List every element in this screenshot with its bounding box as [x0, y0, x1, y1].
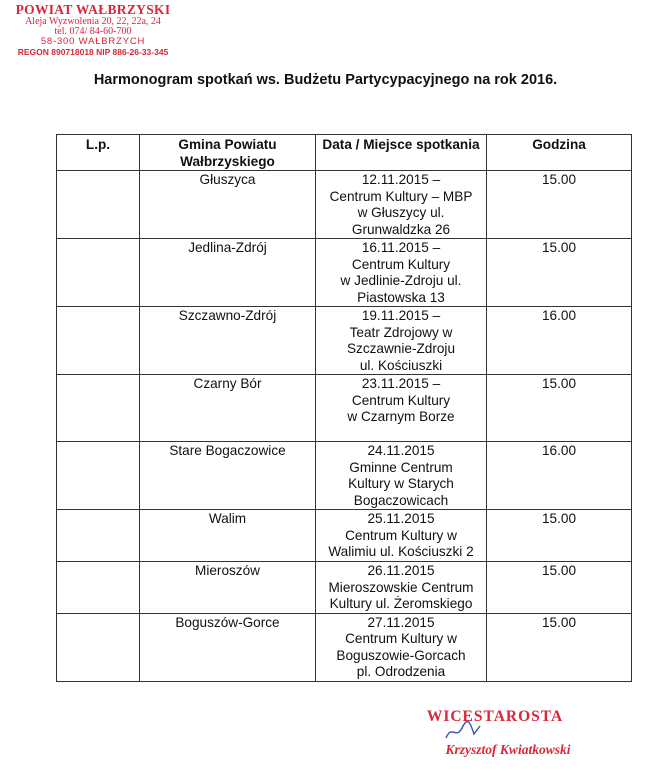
data-miejsce-line: 26.11.2015	[367, 563, 435, 578]
cell-gmina: Głuszyca	[140, 171, 316, 239]
data-miejsce-line: 19.11.2015 –	[361, 308, 441, 323]
data-miejsce-line: Kultury w Starych	[348, 476, 454, 491]
cell-gmina: Walim	[140, 510, 316, 562]
data-miejsce-line: 27.11.2015	[367, 614, 435, 630]
data-miejsce-line: Centrum Kultury	[351, 256, 451, 272]
cell-lp	[57, 171, 140, 239]
office-stamp	[8, 2, 178, 57]
data-miejsce-line: pl. Odrodzenia	[356, 664, 446, 679]
data-miejsce-line: ul. Kościuszki	[359, 357, 443, 373]
header-data-miejsce: Data / Miejsce spotkania	[316, 135, 487, 171]
data-miejsce-line: w Czarnym Borze	[347, 409, 455, 424]
stamp-phone: tel. 074/ 84-60-700	[54, 26, 132, 37]
data-miejsce-line: Piastowska 13	[357, 289, 445, 305]
cell-lp	[57, 613, 140, 681]
cell-data-miejsce	[316, 442, 487, 510]
data-miejsce-line: 16.11.2015 –	[361, 240, 441, 255]
cell-gmina: Mieroszów	[140, 562, 316, 614]
table-row	[57, 442, 632, 510]
stamp-title: POWIAT WAŁBRZYSKI	[15, 2, 171, 17]
cell-gmina: Jedlina-Zdrój	[140, 239, 316, 307]
cell-lp	[57, 510, 140, 562]
table-header-row	[57, 135, 632, 171]
cell-godzina: 15.00	[487, 613, 632, 681]
data-miejsce-line: w Głuszycy ul.	[357, 205, 445, 220]
table-body	[57, 171, 632, 682]
cell-lp	[57, 562, 140, 614]
stamp-regon: REGON 890718018 NIP 886-26-33-345	[17, 47, 169, 57]
stamp-city: 58-300 WAŁBRZYCH	[40, 36, 146, 47]
cell-godzina: 16.00	[487, 307, 632, 375]
data-miejsce-line: Centrum Kultury w	[345, 527, 457, 543]
table-row	[57, 307, 632, 375]
cell-lp	[57, 239, 140, 307]
cell-data-miejsce	[316, 307, 487, 375]
cell-lp	[57, 375, 140, 442]
data-miejsce-line: 12.11.2015 –	[361, 172, 441, 187]
stamp-address: Aleja Wyzwolenia 20, 22, 22a, 24	[25, 16, 161, 27]
data-miejsce-line: 23.11.2015 –	[361, 376, 441, 391]
cell-godzina: 15.00	[487, 375, 632, 442]
cell-gmina: Czarny Bór	[140, 375, 316, 442]
table-row	[57, 510, 632, 562]
data-miejsce-line: Teatr Zdrojowy w	[349, 324, 453, 340]
table-row	[57, 375, 632, 442]
data-miejsce-line: Grunwaldzka 26	[351, 221, 451, 237]
cell-data-miejsce	[316, 239, 487, 307]
header-godzina: Godzina	[487, 135, 632, 171]
cell-data-miejsce	[316, 171, 487, 239]
cell-gmina: Stare Bogaczowice	[140, 442, 316, 510]
cell-godzina: 15.00	[487, 562, 632, 614]
data-miejsce-line: Centrum Kultury w	[345, 631, 457, 646]
data-miejsce-line: Walimiu ul. Kościuszki 2	[328, 544, 474, 559]
handwritten-signature-icon	[444, 720, 484, 742]
document-title: Harmonogram spotkań ws. Budżetu Partycypacyjnego na rok 2016.	[93, 72, 558, 88]
header-gmina: Gmina Powiatu Wałbrzyskiego	[140, 135, 316, 171]
table-row	[57, 613, 632, 681]
cell-lp	[57, 307, 140, 375]
table-row	[57, 239, 632, 307]
signature-name: Krzysztof Kwiatkowski	[445, 742, 571, 757]
data-miejsce-line: 25.11.2015	[367, 511, 435, 526]
cell-lp	[57, 442, 140, 510]
data-miejsce-line: Boguszowie-Gorcach	[336, 647, 466, 663]
data-miejsce-line: Centrum Kultury – MBP	[329, 188, 473, 204]
data-miejsce-line: Bogaczowicach	[353, 492, 449, 508]
cell-godzina: 15.00	[487, 510, 632, 562]
signature-title: WICESTAROSTA	[426, 708, 564, 725]
cell-data-miejsce	[316, 562, 487, 614]
cell-data-miejsce	[316, 510, 487, 562]
cell-gmina: Boguszów-Gorce	[140, 613, 316, 681]
schedule-table	[56, 134, 632, 682]
cell-data-miejsce	[316, 375, 487, 442]
cell-gmina: Szczawno-Zdrój	[140, 307, 316, 375]
data-miejsce-line: Kultury ul. Żeromskiego	[329, 596, 473, 611]
header-lp: L.p.	[57, 135, 140, 171]
table-row	[57, 171, 632, 239]
cell-data-miejsce	[316, 613, 487, 681]
data-miejsce-line: Szczawnie-Zdroju	[346, 341, 456, 356]
cell-godzina: 16.00	[487, 442, 632, 510]
signature-block	[400, 708, 590, 758]
data-miejsce-line: Gminne Centrum	[349, 459, 453, 475]
cell-godzina: 15.00	[487, 171, 632, 239]
data-miejsce-line: 24.11.2015	[367, 443, 435, 458]
cell-godzina: 15.00	[487, 239, 632, 307]
table-row	[57, 562, 632, 614]
data-miejsce-line: Mieroszowskie Centrum	[328, 579, 474, 595]
data-miejsce-line: Centrum Kultury	[351, 392, 451, 408]
data-miejsce-line: w Jedlinie-Zdroju ul.	[340, 273, 462, 288]
